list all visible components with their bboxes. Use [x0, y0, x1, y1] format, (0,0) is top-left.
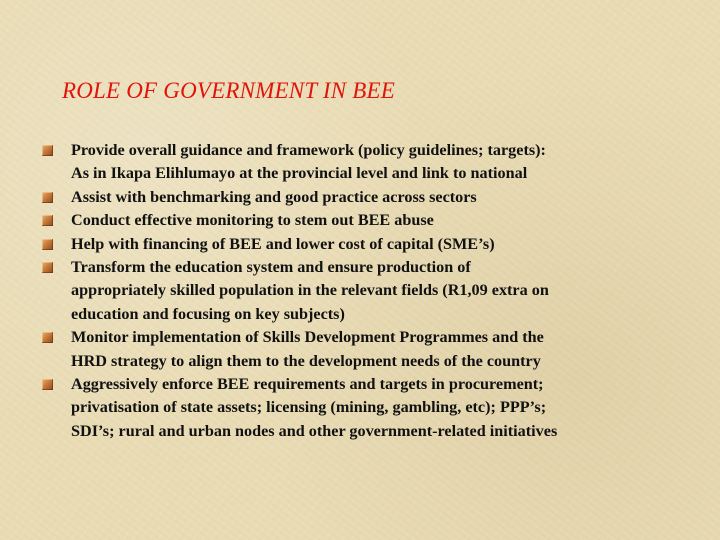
- bullet-text-line: Conduct effective monitoring to stem out BEE abuse: [71, 211, 434, 230]
- bullet-text-line: education and focusing on key subjects): [71, 304, 345, 323]
- bullet-text-line: SDI’s; rural and urban nodes and other government-related initiatives: [71, 421, 558, 440]
- bullet-text-line: privatisation of state assets; licensing (mining, gambling, etc); PPP’s;: [71, 398, 547, 417]
- bullet-item: [42, 256, 712, 326]
- bullet-text-line: Provide overall guidance and framework (policy guidelines; targets):: [71, 141, 546, 159]
- bullet-text-line: Assist with benchmarking and good practice across sectors: [71, 187, 477, 206]
- bullet-item: [42, 186, 712, 209]
- bullet-item: [42, 373, 712, 443]
- bullet-text-line: Aggressively enforce BEE requirements and targets in procurement;: [71, 375, 544, 394]
- bullet-text-line: Monitor implementation of Skills Development Programmes and the: [71, 328, 544, 347]
- square-bullet-icon: [42, 145, 53, 156]
- bullet-text-line: Help with financing of BEE and lower cost of capital (SME’s): [71, 234, 495, 253]
- bullet-text-line: Transform the education system and ensure production of: [71, 258, 471, 277]
- square-bullet-icon: [42, 332, 53, 343]
- square-bullet-icon: [42, 379, 53, 390]
- bullet-list: [42, 139, 712, 443]
- square-bullet-icon: [42, 215, 53, 226]
- square-bullet-icon: [42, 262, 53, 273]
- square-bullet-icon: [42, 239, 53, 250]
- bullet-text-line: appropriately skilled population in the relevant fields (R1,09 extra on: [71, 281, 549, 300]
- bullet-text-line: As in Ikapa Elihlumayo at the provincial level and link to national: [71, 164, 528, 183]
- bullet-item: [42, 233, 712, 256]
- bullet-item: [42, 326, 712, 373]
- bullet-item: [42, 139, 712, 186]
- bullet-text-line: HRD strategy to align them to the development needs of the country: [71, 351, 541, 370]
- square-bullet-icon: [42, 192, 53, 203]
- slide-title: ROLE OF GOVERNMENT IN BEE: [62, 78, 395, 103]
- bullet-item: [42, 209, 712, 232]
